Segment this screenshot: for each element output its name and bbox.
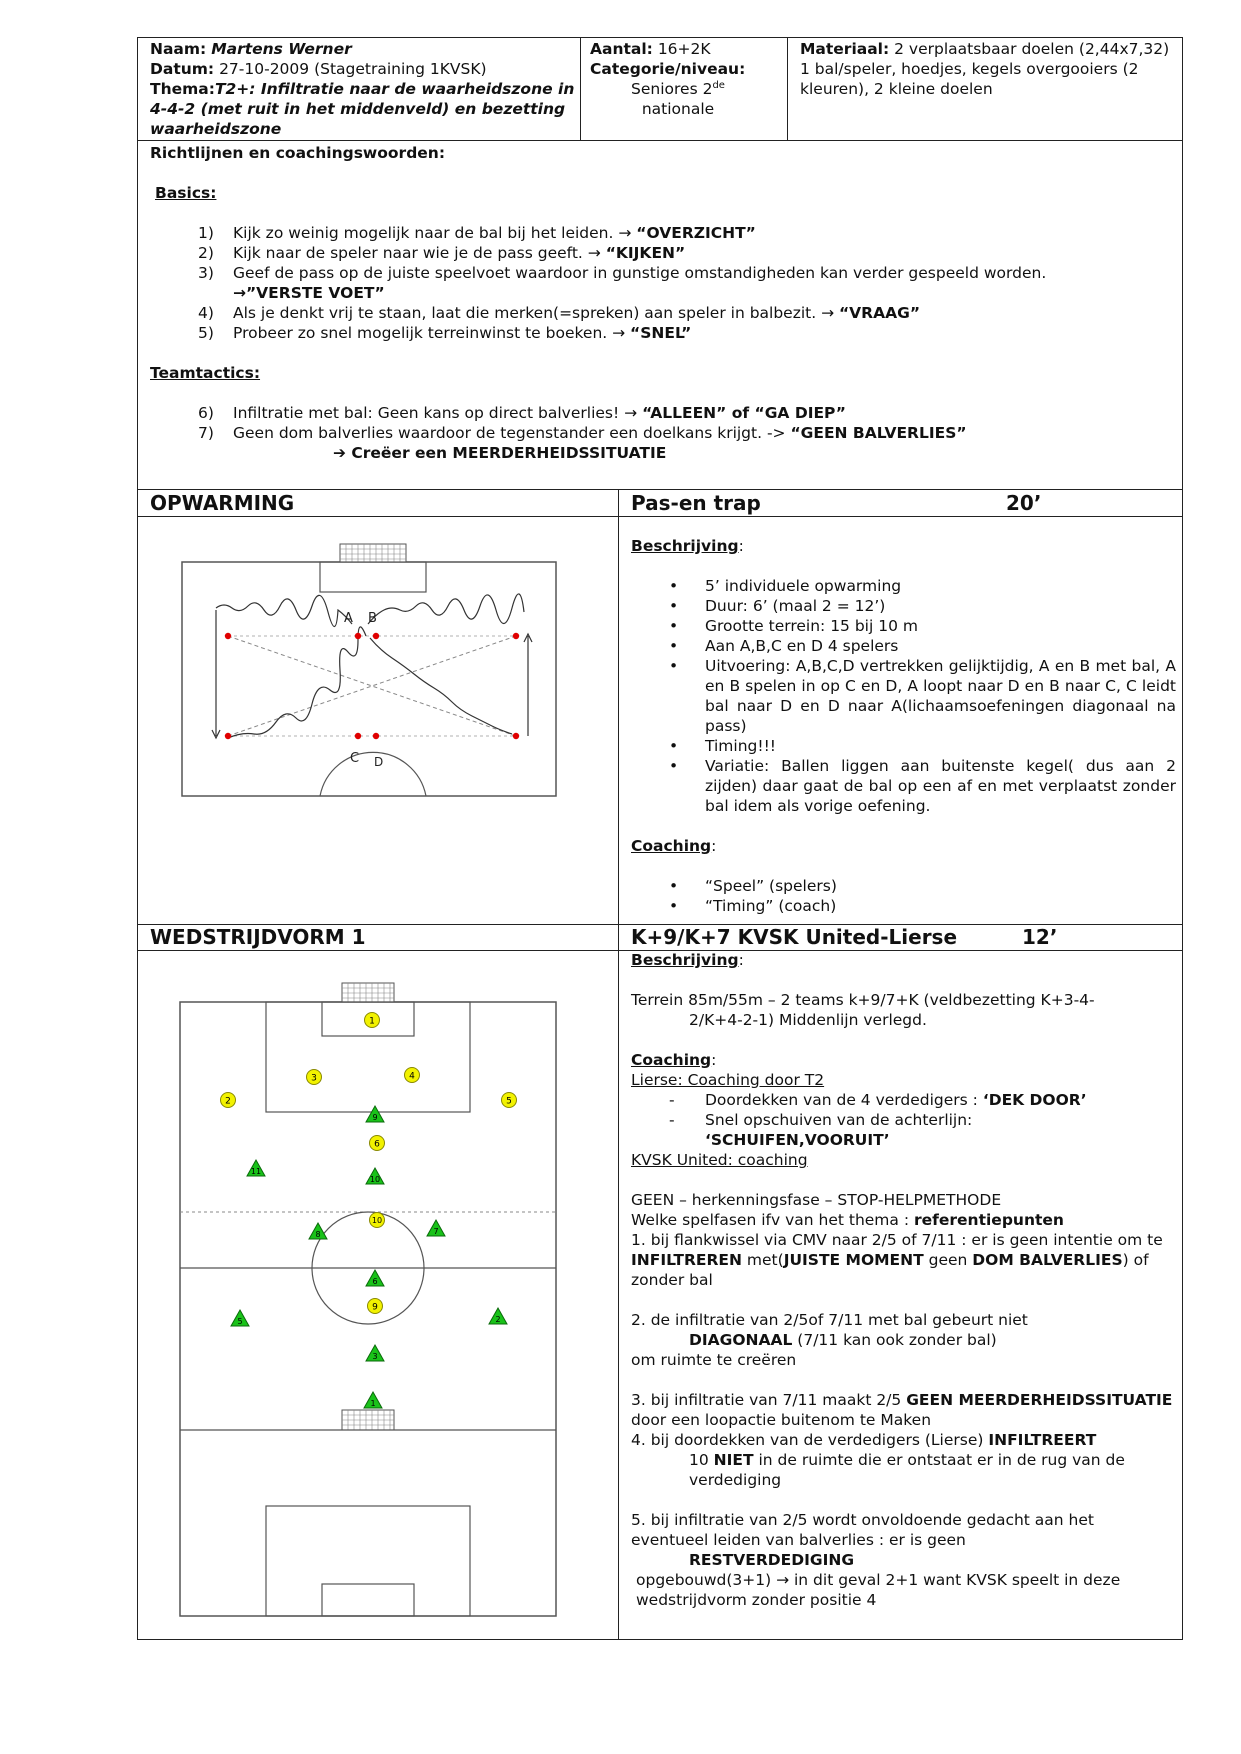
list-item: • 5’ individuele opwarming (631, 576, 1176, 596)
list-item: • Timing!!! (631, 736, 1176, 756)
basics-list (150, 223, 1175, 343)
lierse-heading: Lierse: Coaching door T2 (631, 1071, 825, 1089)
list-item: - Doordekken van de 4 verdedigers : ‘DEK DOOR’ (631, 1090, 1176, 1110)
categorie-value: Seniores 2 (631, 80, 713, 98)
list-item: • “Timing” (coach) (631, 896, 1176, 916)
list-item: - Snel opschuiven van de achterlijn: ‘SCHUIFEN,VOORUIT’ (631, 1110, 1176, 1150)
point-5: 5. bij infiltratie van 2/5 wordt onvoldoende gedacht aan het eventueel leiden van balverlies : er is geen (631, 1511, 1094, 1549)
list-item: • Duur: 6’ (maal 2 = 12’) (631, 596, 1176, 616)
wedstrijdvorm-duration: 12’ (1022, 925, 1058, 949)
green-player-6: 6 (372, 1277, 378, 1286)
list-item: 2) Kijk naar de speler naar wie je de pass geeft. → “KIJKEN” (198, 244, 686, 262)
aantal-label: Aantal: (590, 40, 653, 58)
point-5-end: opgebouwd(3+1) → in dit geval 2+1 want KVSK speelt in deze wedstrijdvorm zonder positie 4 (636, 1571, 1121, 1609)
materiaal-value: 2 verplaatsbaar doelen (2,44x7,32) 1 bal/speler, hoedjes, kegels overgooiers (2 kleuren), 2 kleine doelen (800, 40, 1170, 98)
opwarming-description: Beschrijving: • 5’ individuele opwarming • Duur: 6’ (maal 2 = 12’) • Grootte terrein: 15 bij 10 m • Aan A,B,C en D 4 spelers • Uitvoering: A,B,C,D vertrekken gelijktijdig, A en B met bal, A en B spelen in op C en D, A loopt naar D en B naar C, C leidt bal naar D en D naar A(lichaamsoefeningen diagonaal na pass) • Timing!!! • Variatie: Ballen liggen aan buitenste kegel( dus aan 2 zijden) daar gaat de bal op een af en met verplaatst zonder bal idem als vorige oefening. Coaching: • “Speel” (spelers) • “Timing” (coach) (631, 536, 1176, 916)
conclusion: ➔ Creëer een MEERDERHEIDSSITUATIE (333, 444, 667, 462)
yellow-player-10: 10 (371, 1216, 383, 1225)
team-list (150, 403, 1175, 443)
green-player-8: 8 (315, 1230, 321, 1239)
categorie-value-post: nationale (641, 100, 715, 118)
green-player-7: 7 (433, 1227, 439, 1236)
kvsk-heading: KVSK United: coaching (631, 1151, 808, 1169)
opwarming-title: OPWARMING (150, 491, 295, 515)
list-item: 7) Geen dom balverlies waardoor de tegenstander een doelkans krijgt. -> “GEEN BALVERLIES” (198, 424, 967, 442)
guidelines-title: Richtlijnen en coachingswoorden: (150, 144, 446, 162)
beschrijving-label: Beschrijving (631, 537, 739, 555)
point-2-cont: DIAGONAAL (7/11 kan ook zonder bal) (689, 1331, 997, 1349)
list-item: • Variatie: Ballen liggen aan buitenste kegel( dus aan 2 zijden) daar gaat de bal op een af en met verplaatst zonder bal idem als vorige oefening. (631, 756, 1176, 816)
point-1: 1. bij flankwissel via CMV naar 2/5 of 7/11 : er is geen intentie om te INFILTREREN met(JUISTE MOMENT geen DOM BALVERLIES) of zonder bal (631, 1231, 1163, 1289)
green-player-11: 11 (250, 1167, 262, 1176)
datum-label: Datum: (150, 60, 215, 78)
list-item: 3) Geef de pass op de juiste speelvoet waardoor in gunstige omstandigheden kan verder gespeeld worden. →”VERSTE VOET” (198, 264, 1047, 302)
point-3: 3. bij infiltratie van 7/11 maakt 2/5 GEEN MEERDERHEIDSSITUATIE door een loopactie buitenom te Maken (631, 1391, 1173, 1429)
point-2-end: om ruimte te creëren (631, 1351, 797, 1369)
welke-line: Welke spelfasen ifv van het thema : referentiepunten (631, 1211, 1064, 1229)
header-divider-1 (580, 37, 581, 141)
point-2: 2. de infiltratie van 2/5of 7/11 met bal gebeurt niet (631, 1311, 1028, 1329)
opwarming-duration: 20’ (1006, 491, 1042, 515)
point-4-cont: 10 NIET in de ruimte die er ontstaat er in de rug van de verdediging (689, 1451, 1125, 1489)
beschrijving-label: Beschrijving (631, 951, 739, 969)
naam-label: Naam: (150, 40, 207, 58)
label-c: C (350, 751, 360, 766)
datum-value: 27-10-2009 (Stagetraining 1KVSK) (219, 60, 487, 78)
list-item: • Aan A,B,C en D 4 spelers (631, 636, 1176, 656)
list-item: • “Speel” (spelers) (631, 876, 1176, 896)
label-d: D (374, 755, 384, 769)
list-item: • Grootte terrein: 15 bij 10 m (631, 616, 1176, 636)
opwarming-bullets (631, 576, 1176, 816)
thema-label: Thema: (150, 80, 215, 98)
yellow-player-6: 6 (374, 1139, 380, 1150)
green-player-2: 2 (495, 1315, 501, 1324)
thema-value: T2+: Infiltratie naar de waarheidszone in 4-4-2 (met ruit in het middenveld) en bezetting waarheidszone (150, 80, 575, 138)
header-left-cell (150, 39, 575, 139)
list-item: 1) Kijk zo weinig mogelijk naar de bal bij het leiden. → “OVERZICHT” (198, 224, 756, 242)
coaching-label: Coaching (631, 1051, 712, 1069)
yellow-player-2: 2 (225, 1096, 231, 1107)
green-player-3: 3 (372, 1352, 378, 1361)
header-middle-cell (590, 39, 782, 119)
list-item: 5) Probeer zo snel mogelijk terreinwinst te boeken. → “SNEL” (198, 324, 692, 342)
green-player-10: 10 (369, 1175, 381, 1184)
label-b: B (368, 611, 377, 626)
list-item: 6) Infiltratie met bal: Geen kans op direct balverlies! → “ALLEEN” of “GA DIEP” (198, 404, 846, 422)
terrein-line-1: Terrein 85m/55m – 2 teams k+9/7+K (veldbezetting K+3-4- (631, 991, 1095, 1009)
opwarming-coaching (631, 876, 1176, 916)
yellow-player-9: 9 (372, 1302, 378, 1313)
yellow-player-3: 3 (311, 1073, 317, 1084)
materiaal-label: Materiaal: (800, 40, 890, 58)
opwarming-diagram (180, 540, 560, 800)
aantal-value: 16+2K (657, 40, 711, 58)
naam-value: Martens Werner (211, 40, 352, 58)
list-item: 4) Als je denkt vrij te staan, laat die merken(=spreken) aan speler in balbezit. → “VRAAG” (198, 304, 921, 322)
label-a: A (344, 611, 353, 626)
coaching-label: Coaching (631, 837, 712, 855)
opwarming-subtitle: Pas-en trap (631, 491, 761, 515)
team-title: Teamtactics: (150, 364, 261, 382)
categorie-sup: de (712, 79, 725, 91)
wedstrijdvorm-description: Beschrijving: Terrein 85m/55m – 2 teams k+9/7+K (veldbezetting K+3-4- 2/K+4-2-1) Middenlijn verlegd. Coaching: Lierse: Coaching door T2 - Doordekken van de 4 verdedigers : ‘DEK DOOR’ - Snel opschuiven van de achterlijn: ‘SCHUIFEN,VOORUIT’ KVSK United: coaching GEEN – herkenningsfase – STOP-HELPMETHODE Welke spelfasen ifv van het thema : referentiepunten 1. bij flankwissel via CMV naar 2/5 of 7/11 : er is geen intentie om te INFILTREREN met(JUISTE MOMENT geen DOM BALVERLIES) of zonder bal 2. de infiltratie van 2/5of 7/11 met bal gebeurt niet DIAGONAAL (7/11 kan ook zonder bal) om ruimte te creëren 3. bij infiltratie van 7/11 maakt 2/5 GEEN MEERDERHEIDSSITUATIE door een loopactie buitenom te Maken 4. bij doordekken van de verdedigers (Lierse) INFILTREERT 10 NIET in de ruimte die er ontstaat er in de rug van de verdediging 5. bij infiltratie van 2/5 wordt onvoldoende gedacht aan het eventueel leiden van balverlies : er is geen RESTVERDEDIGING opgebouwd(3+1) → in dit geval 2+1 want KVSK speelt in deze wedstrijdvorm zonder positie 4 (631, 950, 1176, 1610)
wedstrijdvorm-subtitle: K+9/K+7 KVSK United-Lierse (631, 925, 958, 949)
yellow-player-1: 1 (369, 1016, 375, 1027)
point-5-bold: RESTVERDEDIGING (689, 1551, 855, 1569)
list-item: • Uitvoering: A,B,C,D vertrekken gelijktijdig, A en B met bal, A en B spelen in op C en D, A loopt naar D en B naar C, C leidt bal naar D en D naar A(lichaamsoefeningen diagonaal na pass) (631, 656, 1176, 736)
guidelines-content (150, 143, 1175, 463)
green-player-5: 5 (237, 1317, 243, 1326)
basics-title: Basics: (155, 184, 217, 202)
categorie-label: Categorie/niveau: (590, 60, 746, 78)
header-divider-2 (787, 37, 788, 141)
yellow-player-4: 4 (409, 1071, 415, 1082)
green-player-9: 9 (372, 1113, 378, 1122)
point-4: 4. bij doordekken van de verdedigers (Lierse) INFILTREERT (631, 1431, 1097, 1449)
green-player-1: 1 (370, 1399, 376, 1408)
wedstrijdvorm-field (178, 980, 558, 1620)
lierse-list (631, 1090, 1176, 1150)
yellow-player-5: 5 (506, 1096, 512, 1107)
wedstrijdvorm-title: WEDSTRIJDVORM 1 (150, 925, 366, 949)
geen-line: GEEN – herkenningsfase – STOP-HELPMETHODE (631, 1191, 1002, 1209)
header-right-cell (800, 39, 1178, 99)
terrein-line-2: 2/K+4-2-1) Middenlijn verlegd. (689, 1011, 927, 1029)
